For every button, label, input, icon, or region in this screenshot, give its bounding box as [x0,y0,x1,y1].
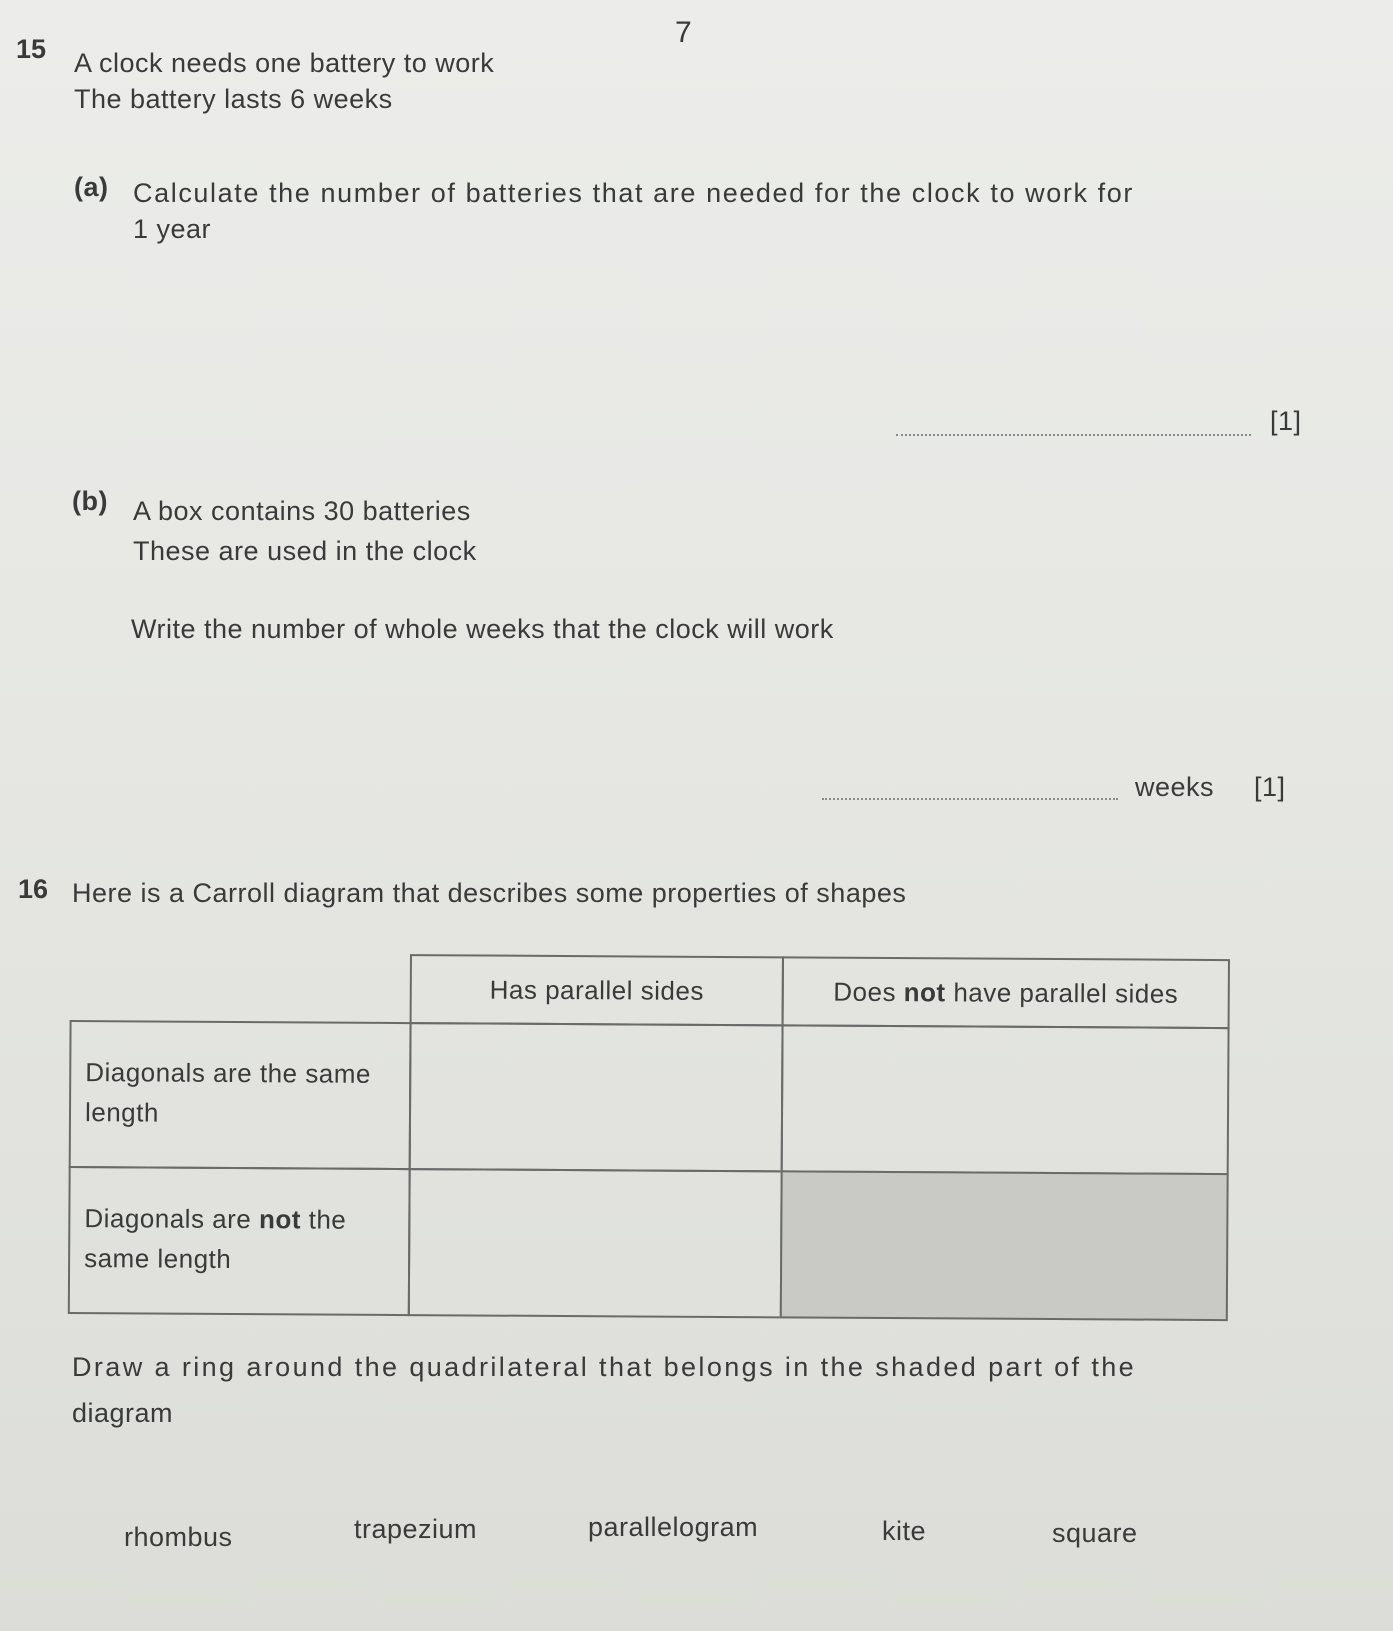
question-15-number: 15 [16,34,47,64]
q15a-label: (a) [74,172,109,202]
question-16-number: 16 [18,874,49,904]
cell-parallel-same-diagonals [409,1022,784,1172]
q15a-marks: [1] [1270,406,1302,436]
q15a-text-line2: 1 year [133,214,212,244]
q16-instruction-line1: Draw a ring around the quadrilateral that belongs in the shaded part of the [72,1352,1137,1382]
row-label-same-diagonals-text: Diagonals are the same length [84,1057,371,1128]
row-label-different-diagonals-text: Diagonals are not the same length [84,1203,347,1274]
header-no-parallel-sides-label: Does not have parallel sides [833,976,1179,1009]
page-number: 7 [675,16,692,49]
cell-parallel-different-diagonals [408,1168,783,1318]
q15b-instruction: Write the number of whole weeks that the clock will work [131,614,834,644]
q15b-marks: [1] [1254,772,1286,802]
q15b-answer-line[interactable] [822,798,1118,800]
option-rhombus[interactable]: rhombus [124,1522,233,1552]
q15-intro-line1: A clock needs one battery to work [74,48,495,78]
q15a-text-line1: Calculate the number of batteries that are needed for the clock to work for [133,178,1134,208]
q15b-text-line2: These are used in the clock [133,536,477,566]
q15a-answer-line[interactable] [896,434,1251,436]
header-no-parallel-sides [782,956,1230,1029]
header-has-parallel-sides-label: Has parallel sides [489,974,704,1006]
option-parallelogram[interactable]: parallelogram [588,1512,759,1542]
cell-no-parallel-same-diagonals [781,1024,1230,1175]
option-trapezium[interactable]: trapezium [354,1514,478,1544]
q15-intro-line2: The battery lasts 6 weeks [74,84,393,114]
shaded-cell [780,1170,1229,1321]
q15b-text-line1: A box contains 30 batteries [133,496,471,526]
option-square[interactable]: square [1052,1518,1138,1548]
carroll-diagram [68,952,1230,1321]
q16-instruction-line2: diagram [72,1398,174,1428]
q16-intro: Here is a Carroll diagram that describes some properties of shapes [72,878,907,908]
option-kite[interactable]: kite [882,1516,927,1546]
q15b-unit: weeks [1135,772,1215,802]
q15b-label: (b) [72,486,108,516]
row-label-same-diagonals [69,1020,412,1170]
header-has-parallel-sides [410,954,784,1026]
row-label-different-diagonals [68,1166,411,1316]
